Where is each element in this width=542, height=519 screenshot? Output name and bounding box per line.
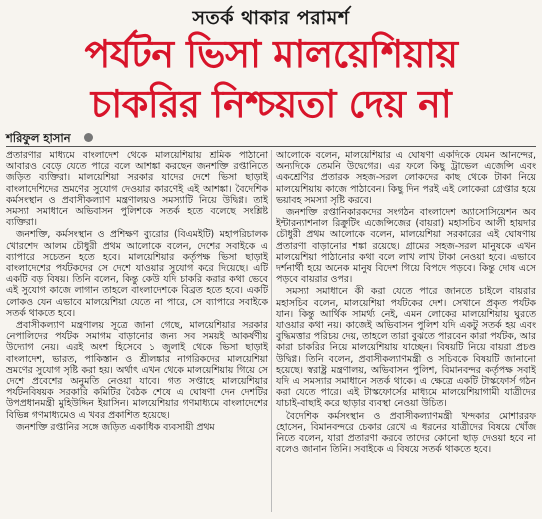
headline-line-1: পর্যটন ভিসা মালয়েশিয়ায় <box>84 32 458 76</box>
article-column-left <box>6 150 268 514</box>
headline-line-2: চাকরির নিশ্চয়তা দেয় না <box>90 82 452 126</box>
byline-row <box>6 130 536 146</box>
paragraph: জনশক্তি রপ্তানির সঙ্গে জড়িত একাধিক ব্যবসায়ী প্রথম <box>16 421 215 433</box>
paragraph: সমস্যা সমাধানে কী করা যেতে পারে জানতে চাইলে বায়রার মহাসচিব বলেন, মালয়েশিয়া পর্যটকের দেশ। সেখানে প্রকৃত পর্যটক যান। কিন্তু আর্থিক সামর্থ্য নেই, এমন লোকের মালয়েশিয়ায় ঘুরতে যাওয়ার কথা নয়। কাজেই অভিবাসন পুলিশ যদি একটু সতর্ক হয় এবং বুদ্ধিমত্তার পরিচয় দেয়, তাহলে তারা বুঝতে পারবেন কারা পর্যটক, আর কারা চাকরির নিয়ে মালয়েশিয়ায় যাচ্ছেন। বিষয়টি নিয়ে বায়রা প্রচণ্ড উদ্বিগ্ন। তিনি বলেন, প্রবাসীকল্যাণমন্ত্রী ও সচিবকে বিষয়টি জানানো হয়েছে। স্বরাষ্ট্র মন্ত্রণালয়, অভিবাসন পুলিশ, বিমানবন্দর কর্তৃপক্ষ সবাই যদি এ সমস্যার সমাধানে সতর্ক থাকে। এ ক্ষেত্রে একটি টাস্কফোর্স গঠন করা যেতে পারে। এই টাস্কফোর্সের মাধ্যমে মালয়েশিয়াগামী যাত্রীদের যাচাই-বাছাই করে ছাড়ার ব্যবস্থা নেওয়া উচিত। <box>276 286 536 410</box>
paragraph: বৈদেশিক কর্মসংস্থান ও প্রবাসীকল্যাণমন্ত্রী খন্দকার মোশাররফ হোসেন, বিমানবন্দরে চেকার রেখে এ ধরনের যাত্রীদের বিষয়ে খোঁজ নিতে বলেন, যারা প্রতারণা করবে তাদের কোনো ছাড় দেওয়া হবে না বলেও জানান তিনি। সবাইকে এ বিষয়ে সতর্ক থাকতে হবে। <box>276 410 536 456</box>
paragraph: জনশক্তি রপ্তানিকারকদের সংগঠন বাংলাদেশ অ্যাসোসিয়েশন অব ইন্টারন্যাশনাল রিক্রুটিং এজেন্সিজের (বায়রা) মহাসচিব আলী হায়দার চৌধুরী প্রথম আলোকে বলেন, মালয়েশিয়া সরকারের এই ঘোষণায় প্রতারণা বাড়ানোর শঙ্কা রয়েছে। গ্রামের সহজ-সরল মানুষকে এখন মালয়েশিয়া পাঠানোর কথা বলে লাখ লাখ টাকা নেওয়া হবে। এভাবে দর্শনার্থী হয়ে অনেক মানুষ বিদেশ গিয়ে বিপদে পড়বে। কিন্তু দোষ এসে পড়বে বায়রার ওপর। <box>276 207 536 286</box>
paragraph: প্রতারণার মাধ্যমে বাংলাদেশ থেকে মালয়েশিয়ায় শ্রমিক পাঠানো আবারও বেড়ে যেতে পারে বলে আশঙ্কা করছেন জনশক্তি রপ্তানিতে জড়িত ব্যক্তিরা। মালয়েশিয়া সরকার যাদের দেশে ভিসা ছাড়াই বাংলাদেশিদের ভ্রমণের সুযোগ দেওয়ার কারণেই এই আশঙ্কা। বৈদেশিক কর্মসংস্থান ও প্রবাসীকল্যাণ মন্ত্রণালয়ও সমস্যাটি নিয়ে উদ্বিগ্ন। তাই সমস্যা সমাধানে অভিবাসন পুলিশকে সতর্ক হতে বলেছে সংশ্লিষ্ট ব্যক্তিরা। <box>6 150 268 229</box>
article-column-right <box>276 150 536 514</box>
column-divider <box>271 150 272 512</box>
paragraph: জনশক্তি, কর্মসংস্থান ও প্রশিক্ষণ ব্যুরোর (বিএমইটি) মহাপরিচালক খোরশেদ আলম চৌধুরী প্রথম আলোকে বলেন, দেশের সবাইকে এ ব্যাপারে সচেতন হতে হবে। মালয়েশিয়ার কর্তৃপক্ষ ভিসা ছাড়াই বাংলাদেশের পর্যটকদের সে দেশে যাওয়ার সুযোগ করে দিয়েছে। এটি একটি বড় বিষয়। তিনি বলেন, কিন্তু কেউ যদি চাকরি করার কথা ভেবে এই সুযোগ কাজে লাগান তাহলে বাংলাদেশকে বিব্রত হতে হবে। একটি লোকও যেন এভাবে মালয়েশিয়া যেতে না পারে, সে ব্যাপারে সবাইকে সতর্ক থাকতে হবে। <box>6 229 268 319</box>
byline-rule <box>6 146 536 147</box>
byline-bullet-icon <box>84 133 93 142</box>
kicker: সতর্ক থাকার পরামর্শ <box>192 7 350 29</box>
paragraph: প্রবাসীকল্যাণ মন্ত্রণালয় সূত্রে জানা গেছে, মালয়েশিয়ার সরকার নেপালিদের পর্যটক সমাগম বাড়ানোর জন্য সব সময়ই আকর্ষণীয় উদ্যোগ নেয়। এরই অংশ হিসেবে ১ জুলাই থেকে ভিসা ছাড়াই বাংলাদেশ, ভারত, পাকিস্তান ও শ্রীলঙ্কার নাগরিকদের মালয়েশিয়া ভ্রমণের সুযোগ সৃষ্টি করা হয়। অর্থাৎ এখন থেকে মালয়েশিয়ায় গিয়ে সে দেশে প্রবেশের অনুমতি নেওয়া যাবে। গত সপ্তাহে মালয়েশিয়ার পর্যটনবিষয়ক সরকারি কমিটির বৈঠক শেষে এ ঘোষণা দেন দেশটির উপপ্রধানমন্ত্রী মুহিউদ্দিন ইয়াসিন। মালয়েশিয়ার গণমাধ্যমে বাংলাদেশের বিভিন্ন গণমাধ্যমেও এ খবর প্রকাশিত হয়েছে। <box>6 320 268 421</box>
byline: শরিফুল হাসান <box>6 131 71 145</box>
paragraph: আলোকে বলেন, মালয়েশিয়ার এ ঘোষণা একদিকে যেমন আনন্দের, অন্যদিকে তেমনি উদ্বেগের। এর ফলে কিছু ট্রাভেল এজেন্সি এবং একশ্রেণির প্রতারক সহজ-সরল লোকদের কাছ থেকে টাকা নিয়ে মালয়েশিয়ায় কাজে পাঠাবেন। কিছু দিন পরই এই লোকেরা গ্রেপ্তার হয়ে ভয়াবহ সমস্যা সৃষ্টি করবে। <box>276 150 536 206</box>
